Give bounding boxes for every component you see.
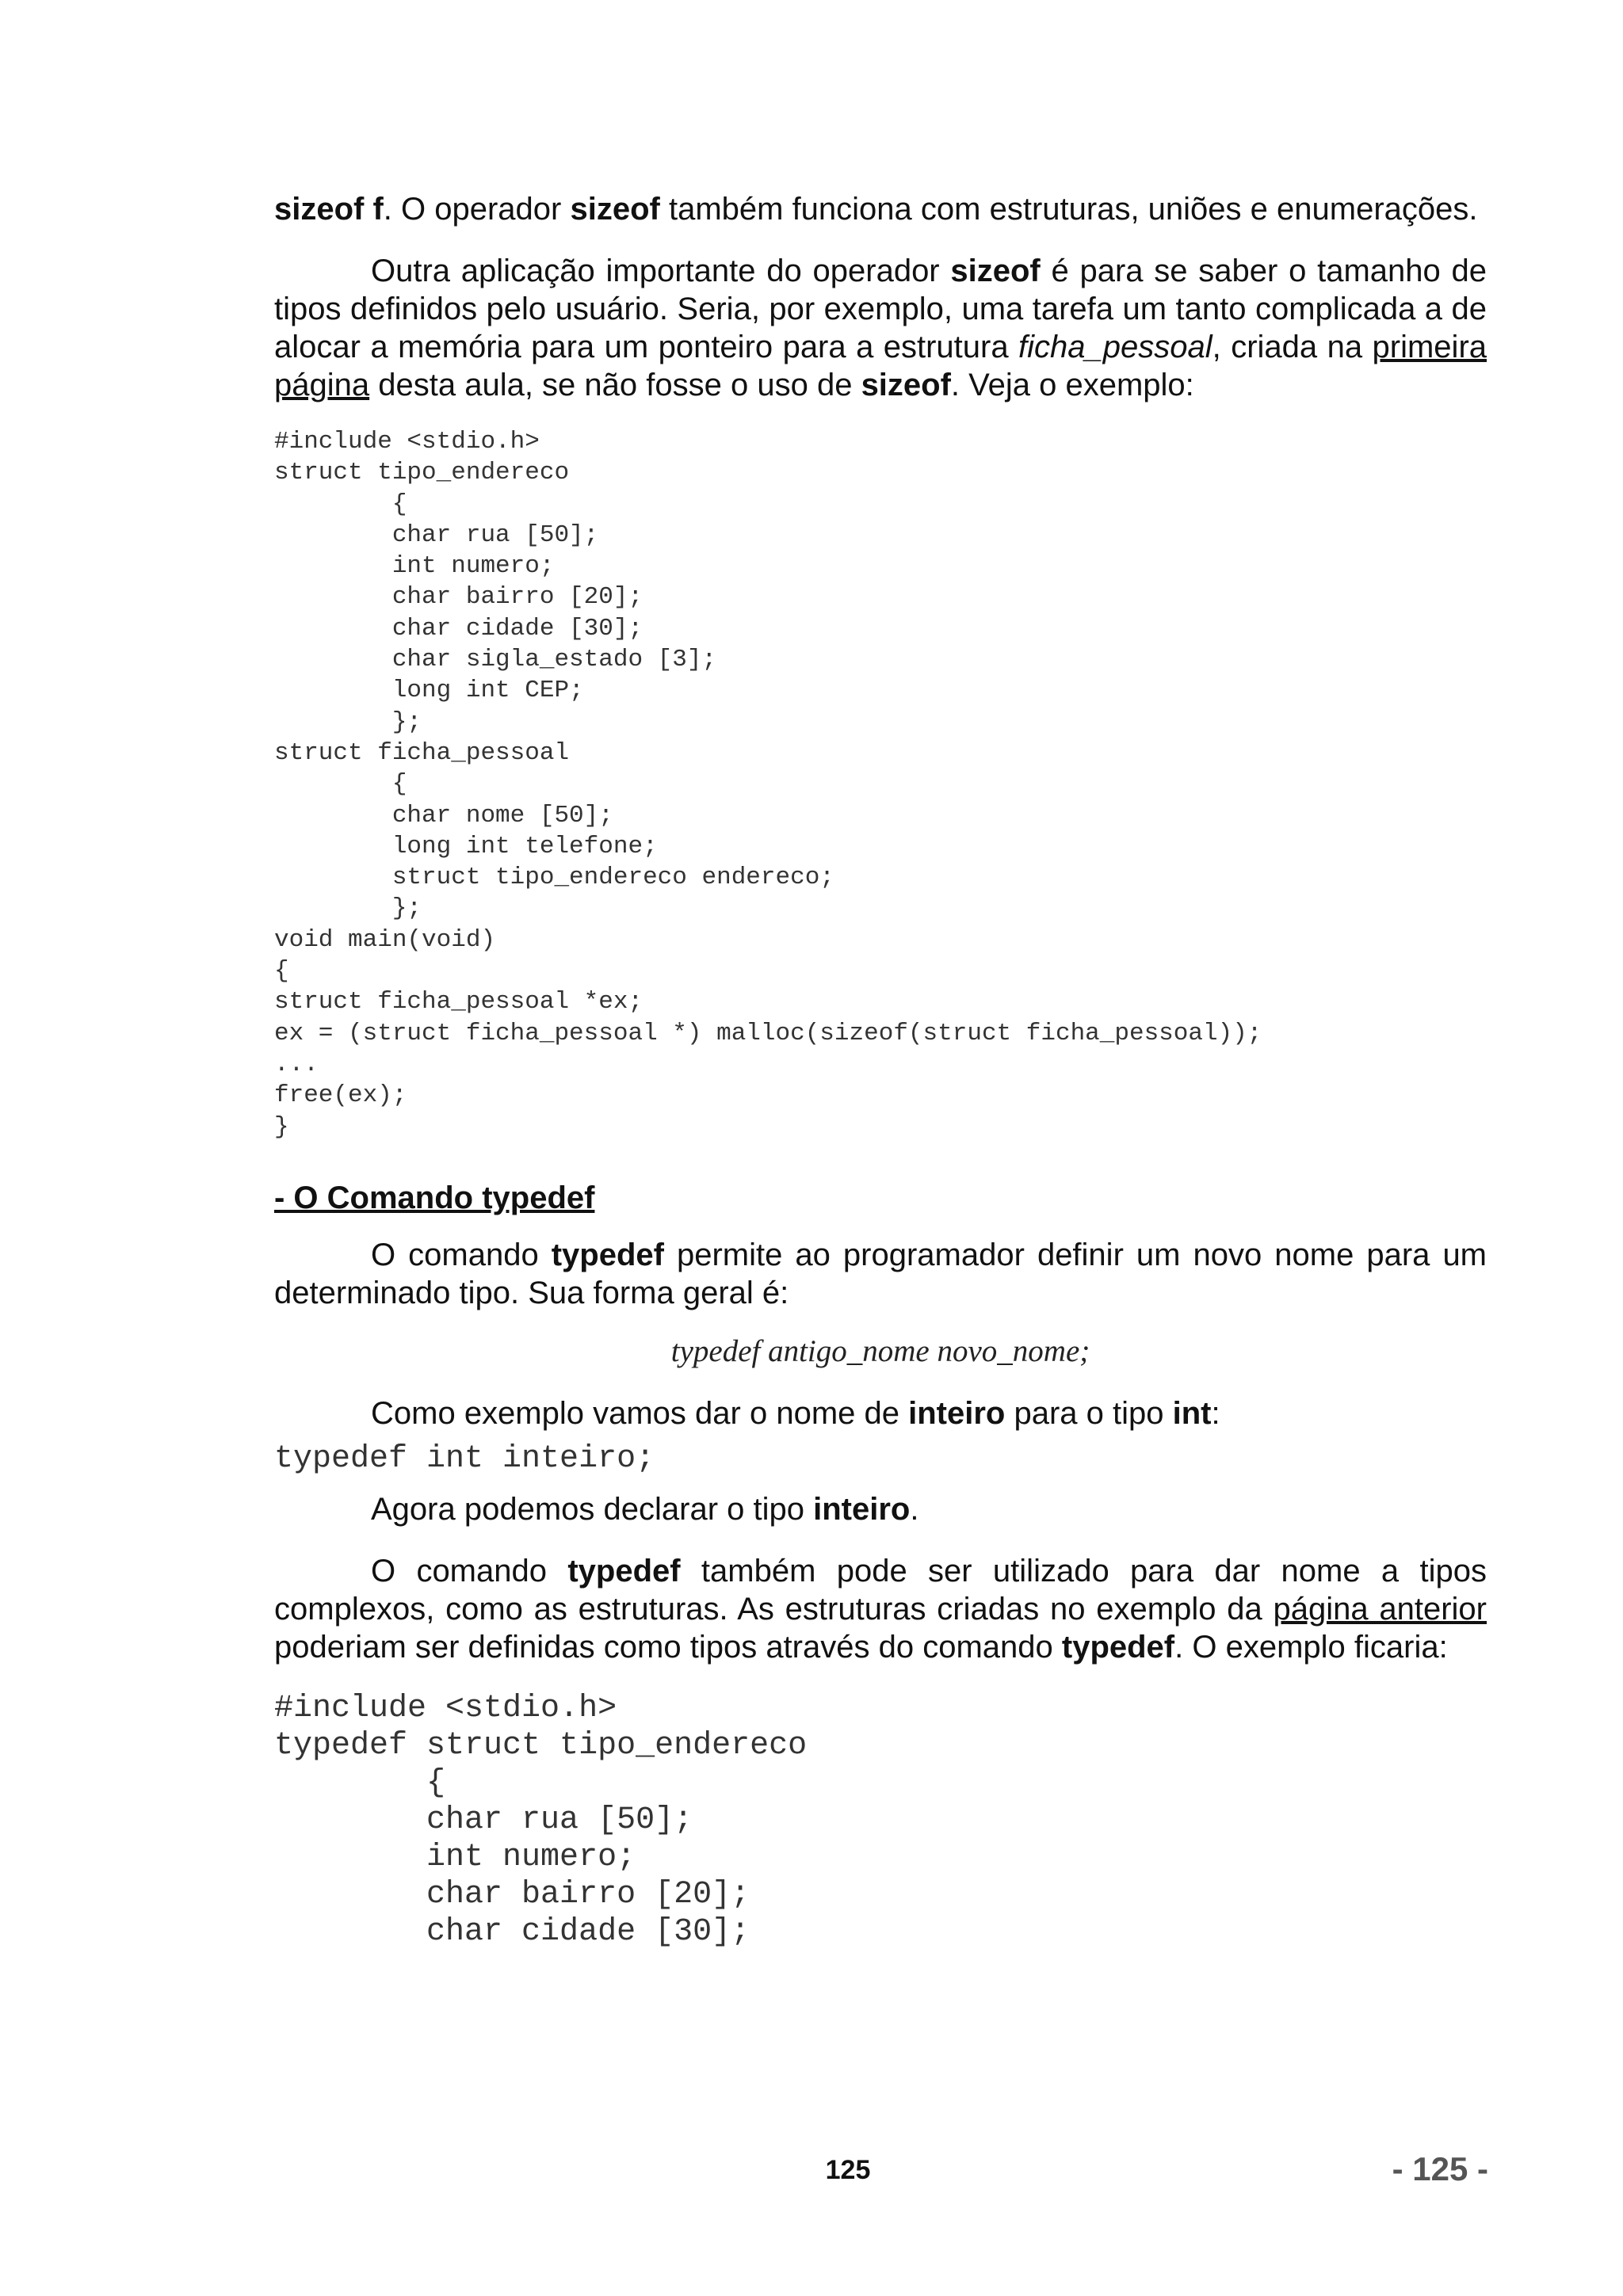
code-block-sizeof-example: #include <stdio.h> struct tipo_endereco { char rua [50]; int numero; char bairro [20]; char cidade [30]; char sigla_estado [3]; long int CEP; }; struct ficha_pessoal { char nome [50]; long int telefone; struct tipo_endereco endereco; }; void main(void) { struct ficha_pessoal *ex; ex = (struct ficha_pessoal *) malloc(sizeof(struct ficha_pessoal)); ... free(ex); }	[274, 428, 1262, 1141]
bold-text: sizeof	[950, 254, 1041, 288]
text: desta aula, se não fosse o uso de	[369, 368, 861, 402]
paragraph-sizeof-intro	[274, 190, 1487, 228]
link-first-page[interactable]: primeira página	[274, 330, 1487, 402]
code-line-typedef-int: typedef int inteiro;	[274, 1440, 655, 1477]
italic-text: ficha_pessoal	[1018, 330, 1212, 364]
text: também pode ser utilizado para dar nome a tipos complexos, como as estruturas. As estruturas criadas no exemplo da	[274, 1553, 1487, 1627]
text: , criada na	[1212, 330, 1373, 364]
text: . O operador	[383, 192, 571, 227]
text: é para se saber o tamanho de tipos definidos pelo usuário. Seria, por exemplo, uma tarefa um tanto complicada a de alocar a memória para um ponteiro para a estrutura	[274, 254, 1487, 364]
text: Como exemplo vamos dar o nome de	[371, 1395, 909, 1431]
text: também funciona com estruturas, uniões e enumerações.	[659, 192, 1478, 227]
code-block-typedef-struct: #include <stdio.h> typedef struct tipo_endereco { char rua [50]; int numero; char bairro [20]; char cidade [30];	[274, 1690, 808, 1950]
paragraph-typedef-structs	[274, 1552, 1487, 1666]
typedef-general-form: typedef antigo_nome novo_nome;	[670, 1333, 1090, 1368]
bold-text: inteiro	[908, 1395, 1006, 1431]
text: para o tipo	[1005, 1395, 1173, 1431]
text: . O exemplo ficaria:	[1174, 1629, 1448, 1665]
bold-text: int	[1172, 1395, 1212, 1431]
text: . Veja o exemplo:	[950, 368, 1194, 402]
section-heading-typedef: - O Comando typedef	[274, 1180, 595, 1215]
page-content	[274, 190, 1487, 1951]
paragraph-typedef-intro	[274, 1236, 1487, 1312]
text: poderiam ser definidas como tipos através do comando	[274, 1629, 1062, 1665]
text: Agora podemos declarar o tipo	[371, 1491, 814, 1527]
text: O comando	[371, 1237, 552, 1272]
paragraph-sizeof-usage	[274, 252, 1487, 404]
bold-text: typedef	[1061, 1629, 1175, 1665]
bold-text: inteiro	[813, 1491, 911, 1527]
text: :	[1211, 1395, 1220, 1431]
text: .	[910, 1491, 919, 1527]
bold-text: typedef	[551, 1237, 664, 1272]
bold-text: typedef	[567, 1553, 681, 1589]
page-number-center: 125	[825, 2155, 871, 2185]
text: Outra aplicação importante do operador	[371, 254, 951, 288]
text: O comando	[371, 1553, 568, 1589]
bold-text: sizeof	[861, 368, 951, 402]
page-number-right: - 125 -	[1392, 2150, 1488, 2187]
text: permite ao programador definir um novo nome para um determinado tipo. Sua forma geral é:	[274, 1237, 1487, 1310]
paragraph-inteiro-example	[274, 1394, 1487, 1432]
bold-text: sizeof	[570, 192, 660, 227]
paragraph-declare-inteiro	[274, 1490, 1487, 1528]
bold-text: sizeof f	[274, 192, 384, 227]
link-previous-page[interactable]: página anterior	[1273, 1591, 1487, 1627]
